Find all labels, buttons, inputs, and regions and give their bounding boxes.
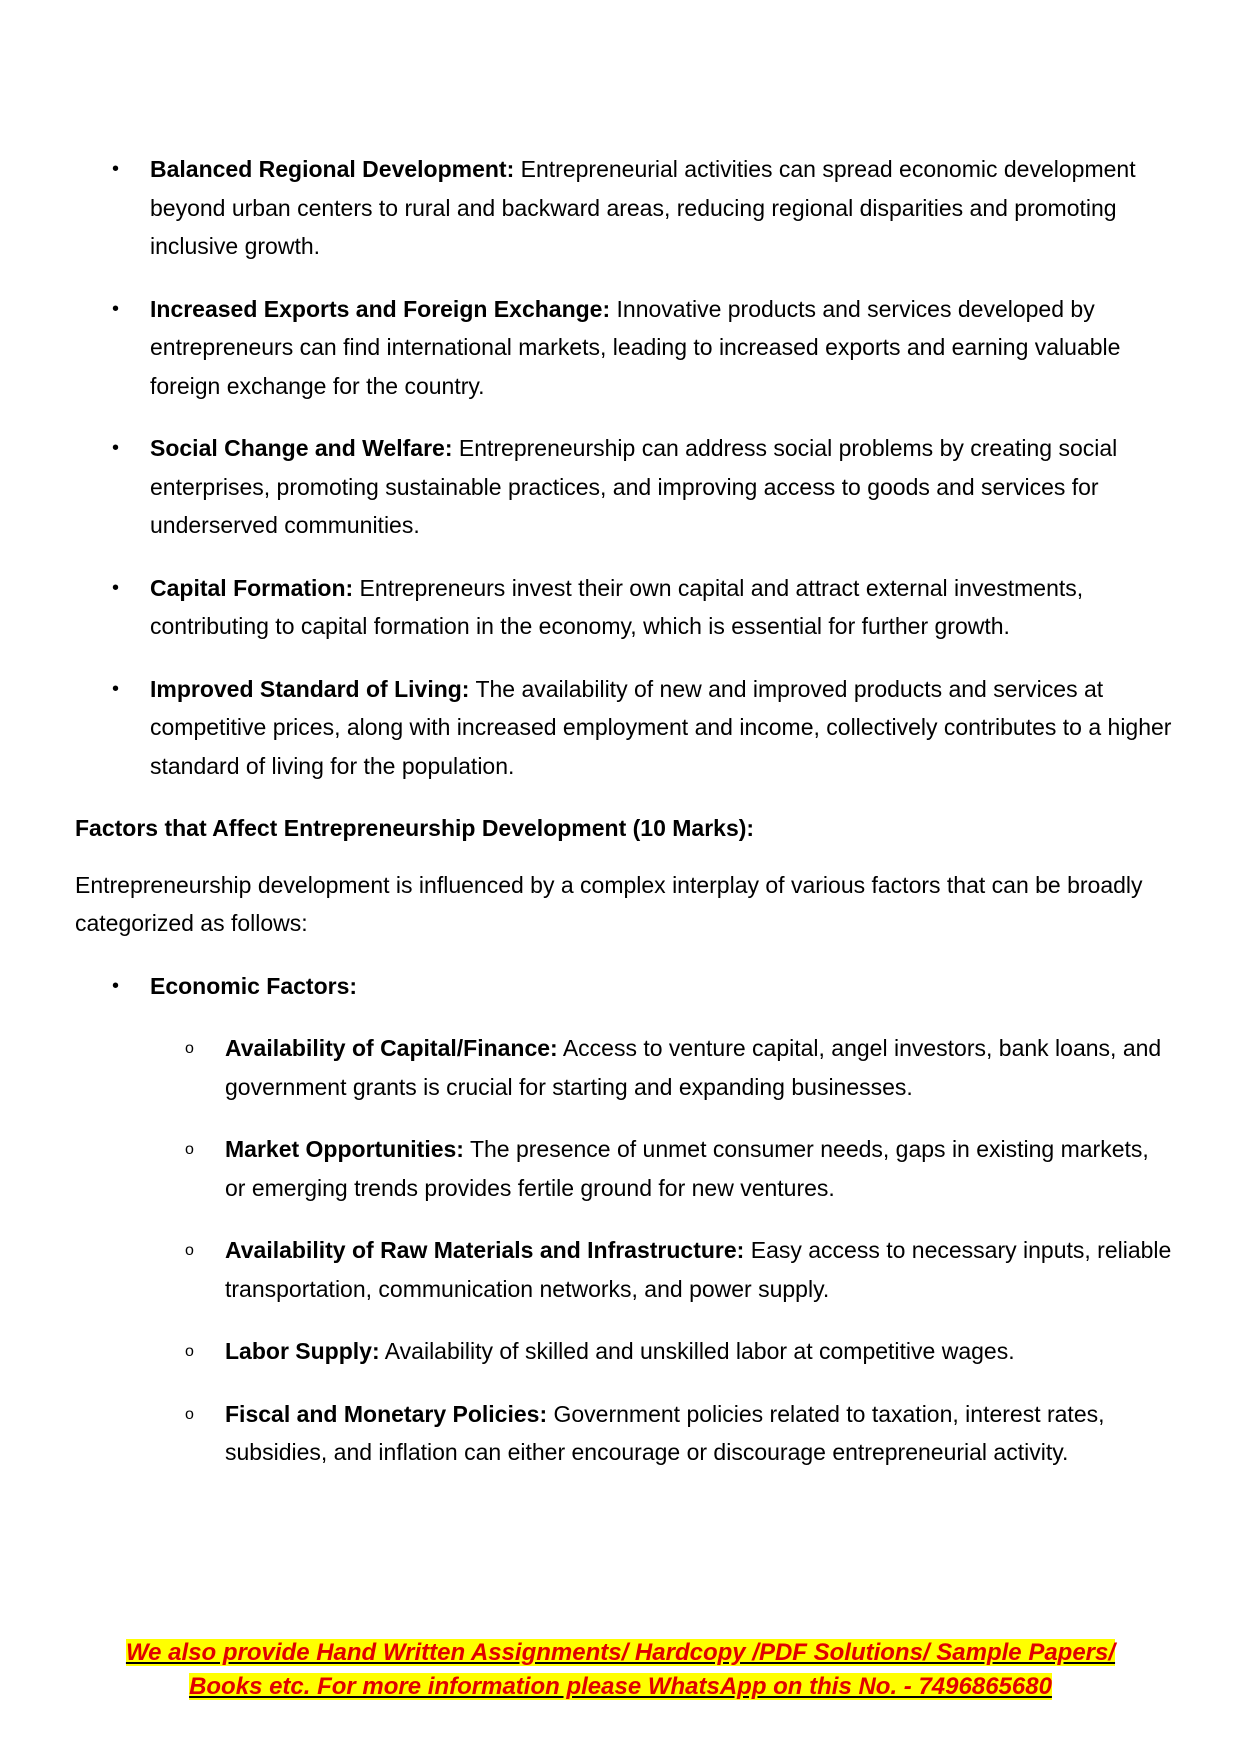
sub-list-item [150, 1231, 1175, 1308]
item-term: Labor Supply: [225, 1338, 380, 1364]
item-term: Capital Formation: [150, 574, 354, 601]
sub-list-item [150, 1029, 1175, 1106]
promo-line-2: Books etc. For more information please WhatsApp on this No. - 7496865680 [189, 1673, 1052, 1700]
item-term: Balanced Regional Development: [150, 156, 515, 182]
circle-bullet-icon: o [185, 1405, 194, 1423]
item-term: Availability of Raw Materials and Infrastructure: [225, 1237, 745, 1263]
list-item [75, 670, 1175, 786]
promo-footer [0, 1636, 1241, 1704]
factors-list [75, 967, 1175, 1472]
item-text: The availability of new and improved products and services at competitive prices, along with increased employment and income, collectively contributes to a higher standard of living for the population. [150, 675, 1172, 779]
item-term: Fiscal and Monetary Policies: [225, 1400, 548, 1427]
promo-line-1: We also provide Hand Written Assignments/ Hardcopy /PDF Solutions/ Sample Papers/ [125, 1639, 1116, 1666]
list-item [75, 150, 1175, 266]
section-heading: Factors that Affect Entrepreneurship Development (10 Marks): [75, 815, 755, 841]
item-term: Market Opportunities: [225, 1136, 464, 1162]
bullet-icon: • [112, 158, 120, 180]
item-text: The presence of unmet consumer needs, gaps in existing markets, or emerging trends provides fertile ground for new ventures. [225, 1136, 1149, 1201]
item-text: Entrepreneurial activities can spread economic development beyond urban centers to rural and backward areas, reducing regional disparities and promoting inclusive growth. [150, 156, 1136, 259]
item-text: Entrepreneurship can address social problems by creating social enterprises, promoting sustainable practices, and improving access to goods and services for underserved communities. [150, 435, 1118, 538]
bullet-icon: • [112, 576, 120, 599]
item-term: Social Change and Welfare: [150, 435, 453, 461]
document-body [75, 150, 1175, 1496]
circle-bullet-icon: o [185, 1040, 194, 1057]
item-term: Availability of Capital/Finance: [225, 1035, 558, 1061]
bullet-icon: • [112, 297, 120, 320]
sub-list-item [150, 1130, 1175, 1207]
circle-bullet-icon: o [185, 1141, 194, 1158]
item-text: Easy access to necessary inputs, reliable transportation, communication networks, and power supply. [225, 1237, 1172, 1302]
economic-factors-heading: Economic Factors: [150, 972, 358, 999]
item-text: Government policies related to taxation, interest rates, subsidies, and inflation can either encourage or discourage entrepreneurial activity. [225, 1400, 1105, 1465]
circle-bullet-icon: o [185, 1343, 194, 1360]
item-text: Innovative products and services developed by entrepreneurs can find international markets, leading to increased exports and earning valuable foreign exchange for the country. [150, 295, 1121, 399]
benefits-list [75, 150, 1175, 785]
intro-paragraph: Entrepreneurship development is influenced by a complex interplay of various factors that can be broadly categorized as follows: [75, 871, 1143, 936]
bullet-icon: • [112, 974, 120, 997]
item-text: Entrepreneurs invest their own capital and attract external investments, contributing to capital formation in the economy, which is essential for further growth. [150, 574, 1084, 639]
item-text: Access to venture capital, angel investors, bank loans, and government grants is crucial for starting and expanding businesses. [225, 1035, 1162, 1100]
list-item [75, 569, 1175, 646]
list-item [75, 290, 1175, 406]
item-text: Availability of skilled and unskilled labor at competitive wages. [379, 1338, 1015, 1364]
list-item-economic-factors [75, 967, 1175, 1472]
list-item [75, 429, 1175, 545]
item-term: Improved Standard of Living: [150, 675, 470, 702]
bullet-icon: • [112, 437, 120, 459]
item-term: Increased Exports and Foreign Exchange: [150, 295, 611, 322]
circle-bullet-icon: o [185, 1242, 194, 1259]
economic-factors-sublist [150, 1029, 1175, 1472]
bullet-icon: • [112, 677, 120, 700]
sub-list-item [150, 1395, 1175, 1472]
sub-list-item [150, 1332, 1175, 1371]
